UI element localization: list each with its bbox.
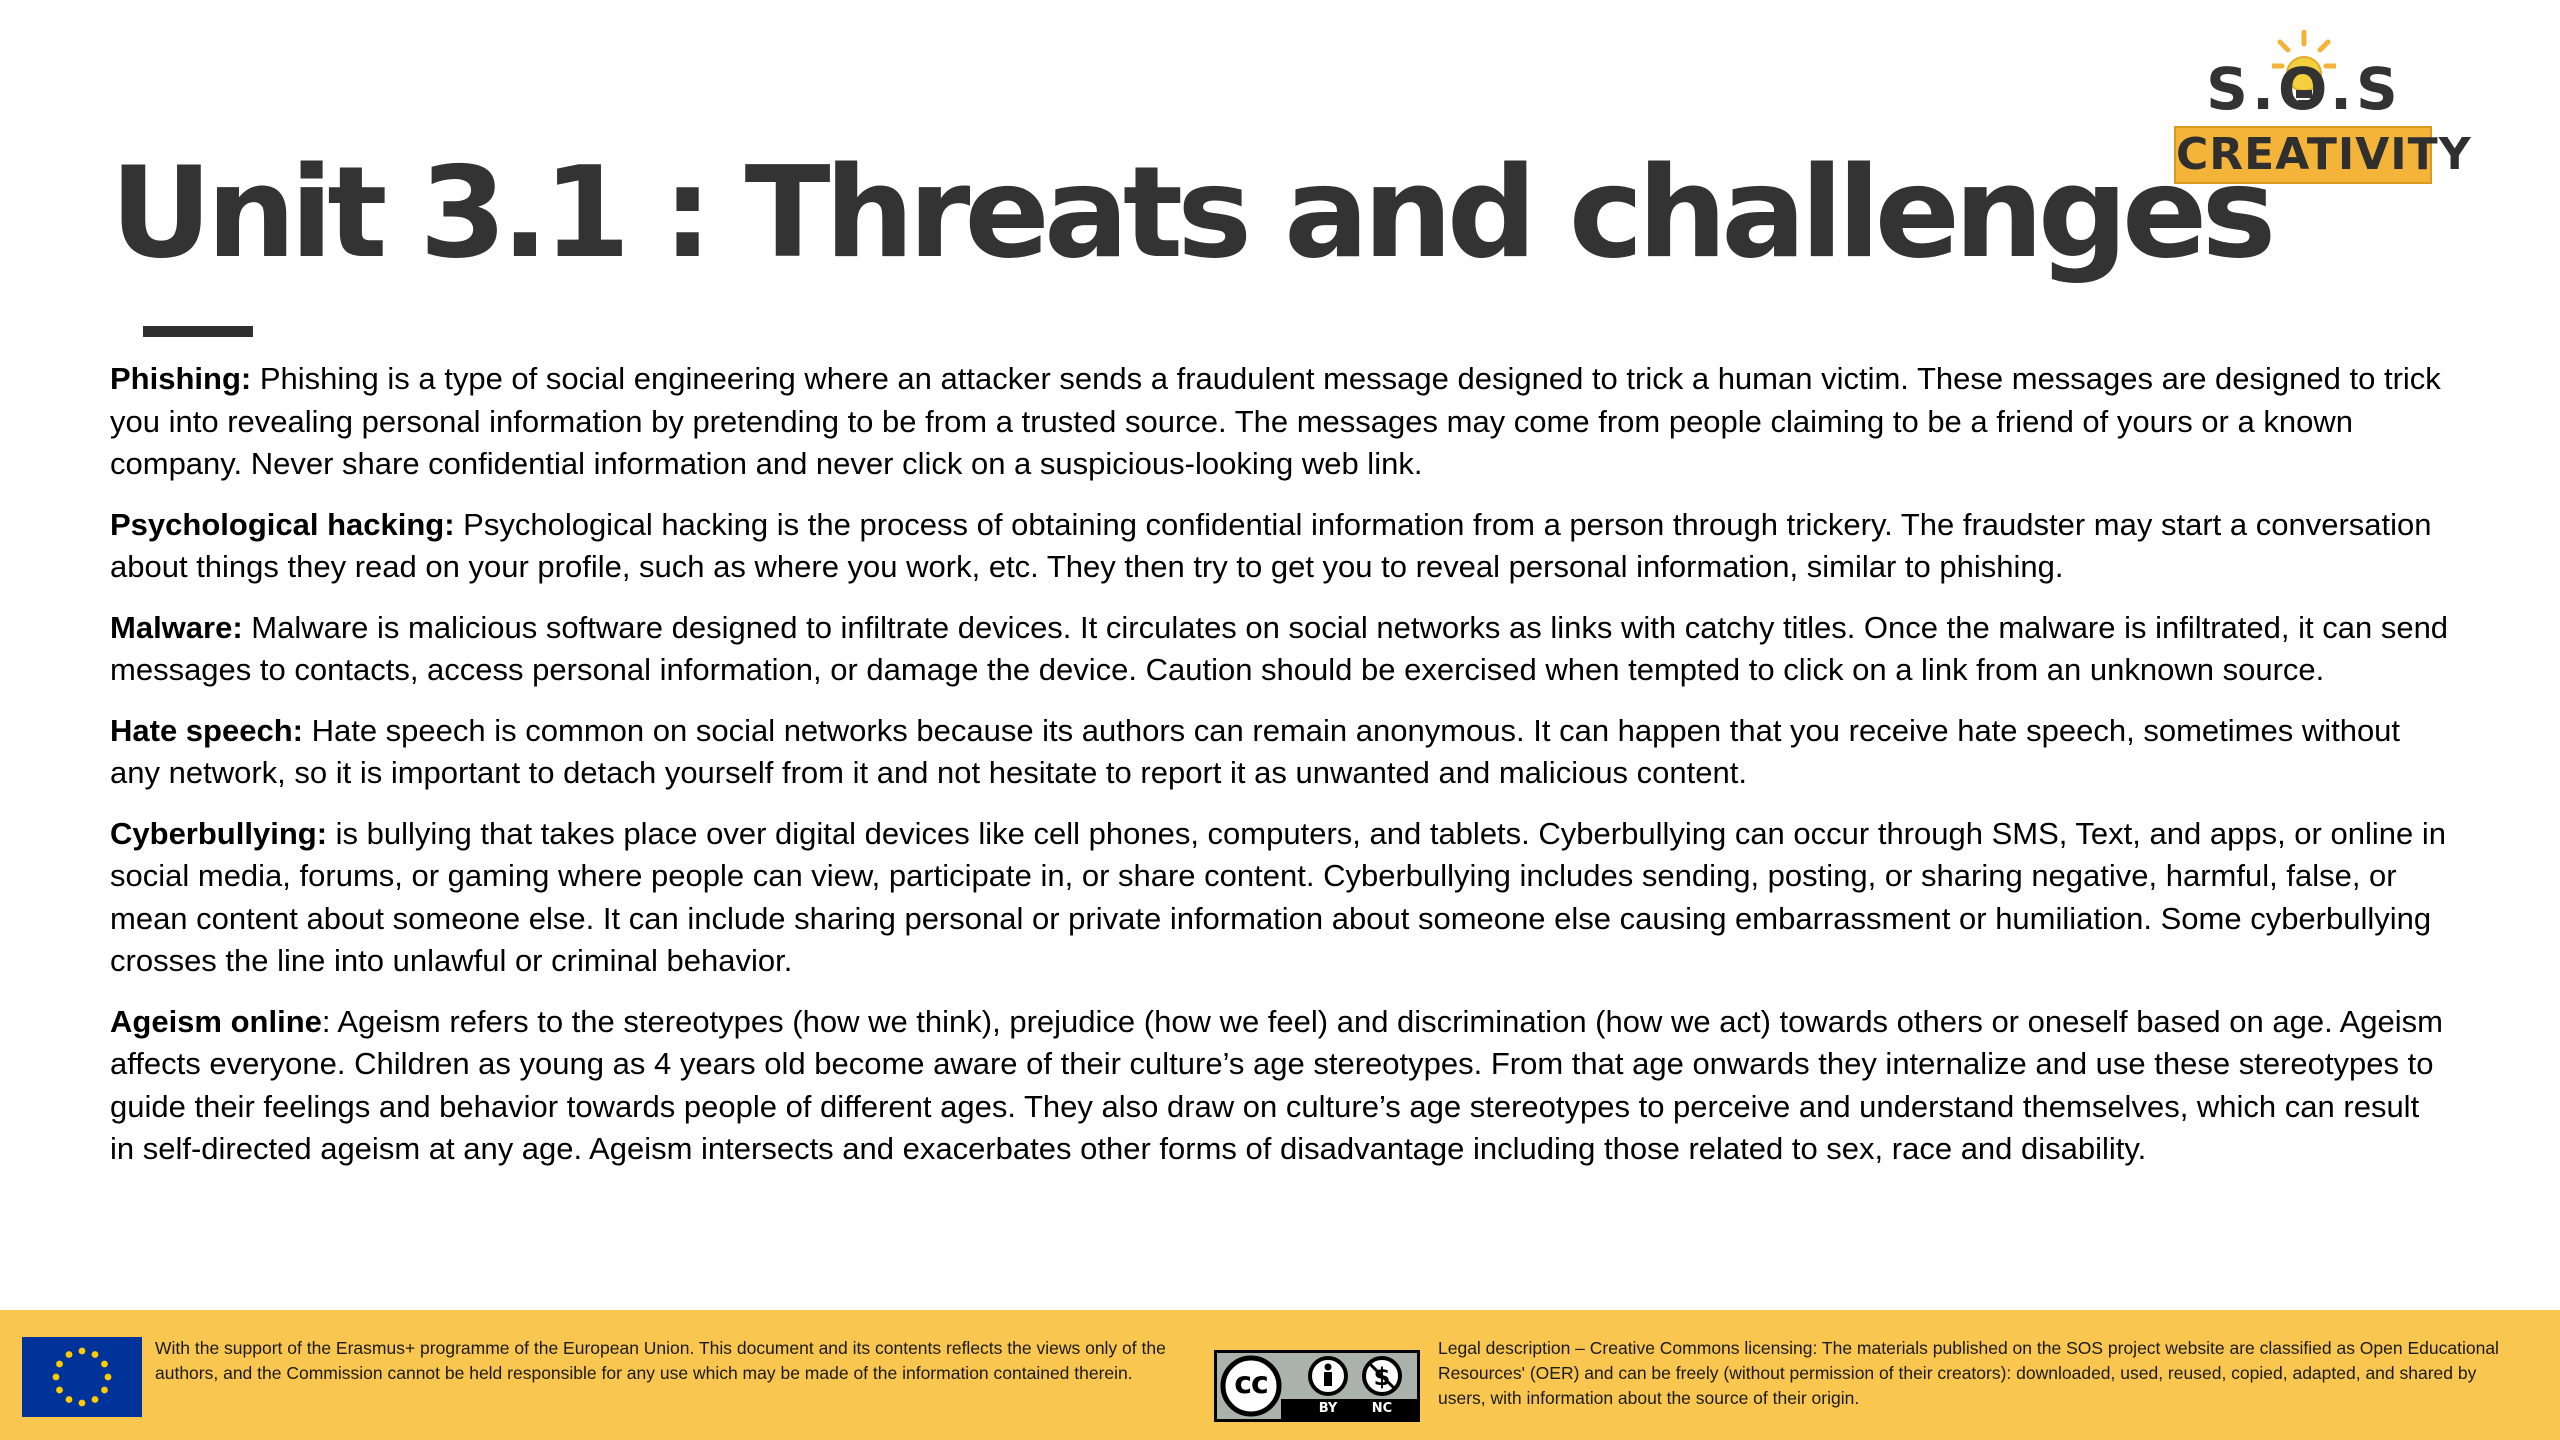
term-label: Phishing:: [110, 361, 252, 396]
paragraph-text: is bullying that takes place over digital devices like cell phones, computers, and tablets. Cyberbullying can occur through SMS, Text, and apps, or online in social media, forums, or gaming where people can view, participate in, or share content. Cyberbullying includes sending, posting, or sharing negative, harmful, false, or mean content about someone else. It can include sharing personal or private information about someone else causing embarrassment or humiliation. Some cyberbullying crosses the line into unlawful or criminal behavior.: [110, 815, 2446, 978]
title-underline: [143, 326, 253, 337]
paragraph-hate-speech: [110, 710, 2450, 795]
nc-no-dollar-icon: $: [1373, 1363, 1391, 1391]
paragraph-text: Hate speech is common on social networks because its authors can remain anonymous. It can happen that you receive hate speech, sometimes without any network, so it is important to detach yourself from it and not hesitate to report it as unwanted and malicious content.: [110, 712, 2401, 790]
paragraph-text: : Ageism refers to the stereotypes (how we think), prejudice (how we feel) and discrimination (how we act) towards others or oneself based on age. Ageism affects everyone. Children as young as 4 years old become aware of their culture’s age stereotypes. From that age onwards they internalize and use these stereotypes to guide their feelings and behavior towards people of different ages. They also draw on culture’s age stereotypes to perceive and understand themselves, which can result in self-directed ageism at any age. Ageism intersects and exacerbates other forms of disadvantage including those related to sex, race and disability.: [110, 1003, 2443, 1166]
paragraph-psychological-hacking: [110, 504, 2450, 589]
paragraph-cyberbullying: [110, 813, 2450, 983]
eu-flag-icon: [22, 1337, 142, 1417]
term-label: Cyberbullying:: [110, 815, 328, 851]
paragraph-text: Phishing is a type of social engineering where an attacker sends a fraudulent message designed to trick a human victim. These messages are designed to trick you into revealing personal information by pretending to be from a trusted source. The messages may come from people claiming to be a friend of yours or a known company. Never share confidential information and never click on a suspicious-looking web link.: [110, 361, 2441, 481]
page-title: Unit 3.1 : Threats and challenges: [110, 139, 2271, 286]
cc-icon: cc: [1234, 1366, 1268, 1401]
legal-description: Legal description – Creative Commons licensing: The materials published on the SOS project website are classified as Open Educational Resources' (OER) and can be freely (without permission of their creators): downloaded, used, reused, copied, adapted, and shared by users, with information about the source of their origin.: [1438, 1338, 2499, 1408]
term-label: Psychological hacking:: [110, 506, 455, 542]
paragraph-text: Malware is malicious software designed to infiltrate devices. It circulates on social networks as links with catchy titles. Once the malware is infiltrated, it can send messages to contacts, access personal information, or damage the device. Caution should be exercised when tempted to click on a link from an unknown source.: [110, 609, 2449, 687]
paragraph-ageism-online: [110, 1001, 2450, 1171]
content-body: [110, 358, 2450, 1189]
term-label: Ageism online: [110, 1003, 322, 1039]
footer-bar: [0, 1310, 2560, 1440]
erasmus-disclaimer: With the support of the Erasmus+ programme of the European Union. This document and its contents reflects the views only of the authors, and the Commission cannot be held responsible for any use which may be made of the information contained therein.: [155, 1338, 1166, 1383]
logo-sos-text: S.O.S: [2206, 55, 2402, 123]
paragraph-malware: [110, 607, 2450, 692]
cc-by-nc-badge: [1214, 1350, 1420, 1422]
logo-creativity-text: CREATIVITY: [2174, 126, 2432, 184]
cc-label-nc: NC: [1371, 1401, 1393, 1416]
cc-label-by: BY: [1318, 1401, 1338, 1416]
paragraph-text: Psychological hacking is the process of obtaining confidential information from a person through trickery. The fraudster may start a conversation about things they read on your profile, such as where you work, etc. They then try to get you to reveal personal information, similar to phishing.: [110, 506, 2432, 584]
paragraph-phishing: [110, 358, 2450, 486]
term-label: Hate speech:: [110, 712, 303, 748]
term-label: Malware:: [110, 609, 243, 645]
